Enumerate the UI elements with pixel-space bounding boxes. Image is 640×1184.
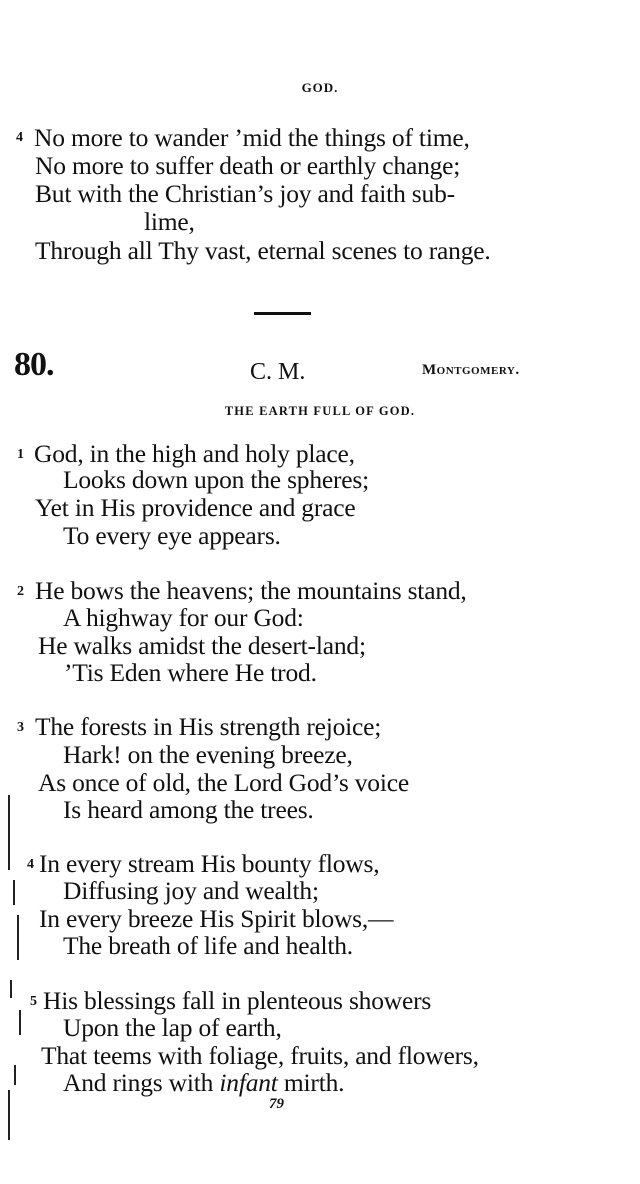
stanza-line: lime, [144,207,195,236]
scan-mark [19,1010,21,1035]
stanza-line: Looks down upon the spheres; [63,465,370,494]
stanza-line: Hark! on the evening breeze, [63,740,353,769]
stanza-line: In every breeze His Spirit blows,— [39,904,394,933]
running-head: GOD. [301,80,339,95]
stanza-line: No more to wander ’mid the things of time, [34,123,470,152]
hymn-title: THE EARTH FULL OF GOD. [224,404,416,418]
page-number: 79 [269,1096,284,1112]
stanza-line: The forests in His strength rejoice; [35,712,382,741]
scan-mark [13,880,15,905]
section-divider [254,312,311,315]
line-text: mirth. [277,1068,345,1097]
scan-mark [8,795,10,870]
hymn-author: Montgomery. [422,362,520,378]
hymn-number: 80. [14,346,54,383]
scan-mark [17,915,19,960]
stanza-line: Yet in His providence and grace [35,493,356,522]
stanza-number: 1 [17,447,24,462]
line-text: And rings with [63,1068,220,1097]
stanza-number: 5 [30,994,37,1009]
scan-mark [8,1090,10,1140]
stanza-line: Diffusing joy and wealth; [63,876,319,905]
stanza-line: His blessings fall in plenteous showers [43,986,432,1015]
stanza-number: 2 [17,584,24,599]
stanza-line: To every eye appears. [63,521,281,550]
stanza-line: The breath of life and health. [63,931,353,960]
stanza-number: 4 [27,857,34,872]
stanza-line: As once of old, the Lord God’s voice [38,768,409,797]
stanza-line: Is heard among the trees. [63,795,314,824]
stanza-line: But with the Christian’s joy and faith sub- [35,179,455,208]
stanza-line: No more to suffer death or earthly change; [35,151,461,180]
italic-word: infant [219,1068,278,1097]
stanza-line: A highway for our God: [63,603,304,632]
stanza-line: ’Tis Eden where He trod. [64,658,317,687]
stanza-line: Upon the lap of earth, [63,1013,282,1042]
stanza-number: 4 [16,130,23,145]
scan-mark [14,1065,16,1085]
stanza-line: God, in the high and holy place, [34,439,355,468]
stanza-line [63,1069,344,1097]
stanza-line: He walks amidst the desert-land; [38,631,366,660]
stanza-line: He bows the heavens; the mountains stand, [35,576,467,605]
scan-mark [10,980,12,998]
stanza-line: Through all Thy vast, eternal scenes to range. [35,236,491,265]
stanza-line: That teems with foliage, fruits, and flowers, [41,1041,479,1070]
hymn-meter: C. M. [250,359,306,385]
stanza-line: In every stream His bounty flows, [39,849,380,878]
stanza-number: 3 [17,720,24,735]
